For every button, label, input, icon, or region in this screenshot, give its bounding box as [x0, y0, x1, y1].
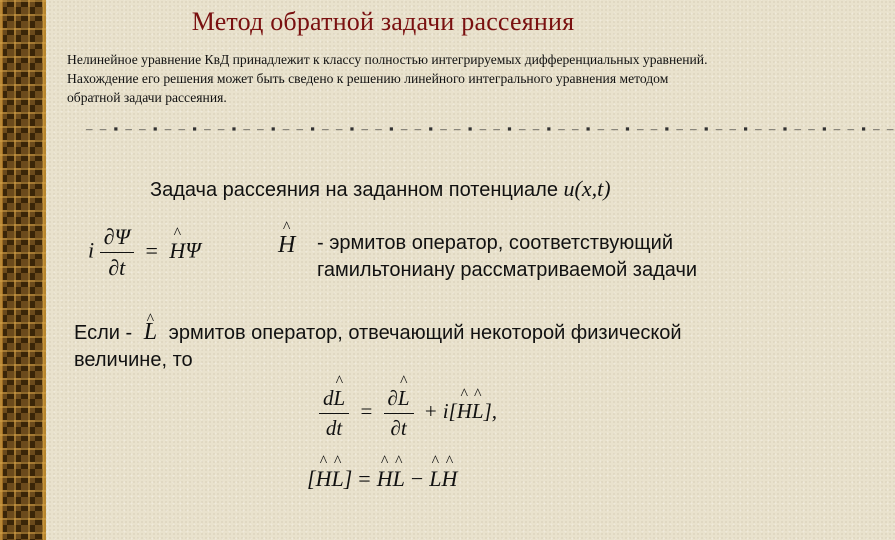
- scattering-task-heading: [150, 176, 611, 202]
- eq2-rhs-numerator: ∂^ L: [384, 386, 414, 414]
- eq2-rhs-fraction: [384, 386, 414, 441]
- slide-title: Метод обратной задачи рассеяния: [191, 7, 575, 36]
- schrodinger-equation: i $\frac{\partial\Psi}{\partial t}$ = ^ HΨ: [88, 224, 201, 281]
- eq2-lhs-fraction: [319, 386, 349, 441]
- operator-l-symbol: ^ L: [144, 319, 157, 346]
- decorative-border: [0, 0, 46, 540]
- hamiltonian-hat-h: ^ H: [278, 232, 295, 259]
- eq2-rhs-l: ^ L: [398, 386, 410, 411]
- hamiltonian-symbol: [278, 232, 295, 259]
- scattering-task-text: Задача рассеяния на заданном потенциале: [150, 179, 564, 201]
- eq2-commutator-term: + i[^ H^ L],: [419, 399, 497, 423]
- potential-function: u(x,t): [563, 176, 611, 201]
- esli-paragraph: [74, 319, 714, 374]
- eq2-lhs-denominator: dt: [325, 416, 343, 440]
- eq1-fraction: [100, 224, 134, 281]
- eq1-hamiltonian: ^ H: [169, 238, 185, 264]
- esli-prefix: Если -: [74, 322, 133, 344]
- eq2-rhs-denominator: ∂t: [390, 416, 407, 440]
- commutator-definition: [^ H^ L] =^ H^ L −^ L^ H: [307, 466, 457, 492]
- eq1-psi: Ψ: [185, 237, 201, 263]
- eq1-numerator: ∂Ψ: [100, 224, 134, 253]
- hermitian-description: - эрмитов оператор, соответствующий гамильтониану рассматриваемой задачи: [317, 232, 698, 281]
- intro-paragraph: Нелинейное уравнение КвД принадлежит к классу полностью интегрируемых дифференциальных уравнений. Нахождение его решения может быть сведено к решению линейного интегрального уравнения методом обратной задачи рассеяния.: [67, 52, 708, 105]
- eq2-lhs-l: ^ L: [334, 386, 346, 411]
- divider-line: – – ▪ – – ▪ – – ▪ – – ▪ – – ▪ – – ▪ – – ▪ – – ▪ – – ▪ – – ▪ – – ▪ – – ▪ – – ▪ – – ▪ – – ▪ – – ▪ – – ▪ – – ▪ – – ▪ – – ▪ – –: [86, 121, 895, 136]
- heisenberg-equation: $\frac{d\^{} L}{dt}$ = $\frac{\partial\^{} L}{\partial t}$ + i[^ H^ L],: [319, 386, 497, 441]
- eq1-imaginary-unit: i: [88, 237, 95, 263]
- esli-rest: эрмитов оператор, отвечающий некоторой физической величине, то: [74, 322, 682, 371]
- eq2-lhs-numerator: d^ L: [319, 386, 349, 414]
- eq1-denominator: ∂t: [108, 255, 126, 280]
